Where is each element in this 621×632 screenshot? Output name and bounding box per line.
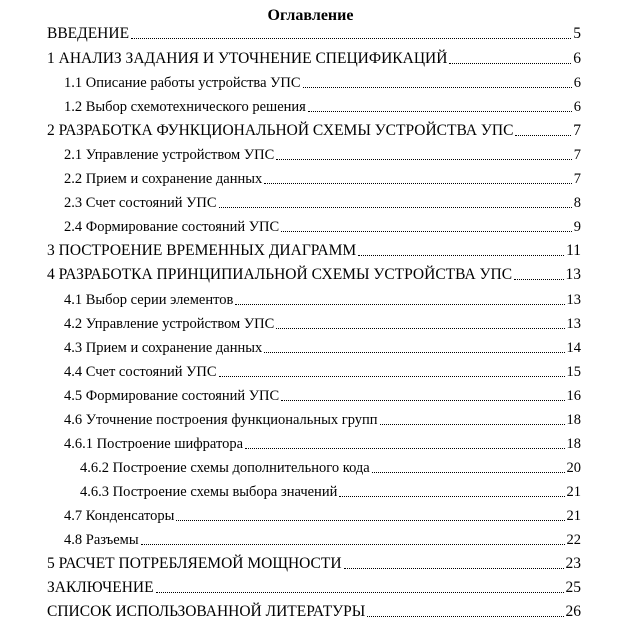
toc-entry-text: 2.1 Управление устройством УПС bbox=[64, 147, 275, 163]
toc-entry-text: 4 РАЗРАБОТКА ПРИНЦИПИАЛЬНОЙ СХЕМЫ УСТРОЙСТВА УПС bbox=[47, 266, 513, 283]
toc-page-number: 13 bbox=[566, 292, 581, 308]
dot-leader bbox=[281, 399, 564, 401]
toc-entry-text: 2.3 Счет состояний УПС bbox=[64, 195, 217, 211]
toc-entry-text: ЗАКЛЮЧЕНИЕ bbox=[47, 579, 154, 596]
toc-page-number: 11 bbox=[566, 242, 581, 259]
toc-entry[interactable] bbox=[47, 241, 581, 261]
toc-entry-text: 2 РАЗРАБОТКА ФУНКЦИОНАЛЬНОЙ СХЕМЫ УСТРОЙСТВА УПС bbox=[47, 122, 514, 139]
dot-leader bbox=[176, 519, 564, 521]
toc-page-number: 22 bbox=[566, 532, 581, 548]
toc-page-number: 14 bbox=[566, 340, 581, 356]
dot-leader bbox=[449, 62, 571, 64]
toc-page-number: 13 bbox=[565, 266, 581, 283]
dot-leader bbox=[281, 230, 572, 232]
toc-entry[interactable] bbox=[64, 73, 581, 93]
toc-entry[interactable] bbox=[64, 434, 581, 454]
toc-page-number: 6 bbox=[573, 99, 581, 115]
toc-entry-text: 4.6.3 Построение схемы выбора значений bbox=[80, 484, 338, 500]
toc-title: Оглавление bbox=[267, 7, 354, 24]
toc-entry-text: 3 ПОСТРОЕНИЕ ВРЕМЕННЫХ ДИАГРАММ bbox=[47, 242, 357, 259]
dot-leader bbox=[515, 134, 571, 136]
toc-entry-text: 2.4 Формирование состояний УПС bbox=[64, 219, 280, 235]
dot-leader bbox=[372, 471, 565, 473]
toc-entry-text: 1.2 Выбор схемотехнического решения bbox=[64, 99, 306, 115]
toc-entry[interactable] bbox=[80, 482, 581, 502]
toc-page-number: 15 bbox=[566, 364, 581, 380]
toc-page-number: 16 bbox=[566, 388, 581, 404]
dot-leader bbox=[514, 278, 563, 280]
toc-entry[interactable] bbox=[47, 554, 581, 574]
toc-entry[interactable] bbox=[64, 410, 581, 430]
dot-leader bbox=[367, 615, 563, 617]
dot-leader bbox=[264, 351, 564, 353]
toc-entry[interactable] bbox=[64, 145, 581, 165]
toc-page-number: 18 bbox=[566, 436, 581, 452]
toc-page-number: 5 bbox=[573, 25, 581, 42]
toc-page-number: 23 bbox=[565, 555, 581, 572]
dot-leader bbox=[276, 158, 571, 160]
toc-entry[interactable] bbox=[64, 193, 581, 213]
dot-leader bbox=[339, 495, 564, 497]
dot-leader bbox=[156, 591, 564, 593]
toc-entry-text: 5 РАСЧЕТ ПОТРЕБЛЯЕМОЙ МОЩНОСТИ bbox=[47, 555, 342, 572]
toc-entry-text: 4.4 Счет состояний УПС bbox=[64, 364, 217, 380]
toc-page-number: 6 bbox=[573, 75, 581, 91]
toc-entry-text: 1.1 Описание работы устройства УПС bbox=[64, 75, 301, 91]
dot-leader bbox=[380, 423, 565, 425]
dot-leader bbox=[141, 543, 565, 545]
toc-entry-text: 1 АНАЛИЗ ЗАДАНИЯ И УТОЧНЕНИЕ СПЕЦИФИКАЦИЙ bbox=[47, 50, 448, 67]
toc-entry[interactable] bbox=[47, 24, 581, 44]
toc-entry[interactable] bbox=[80, 458, 581, 478]
dot-leader bbox=[344, 567, 564, 569]
toc-entry-text: 4.6 Уточнение построения функциональных групп bbox=[64, 412, 378, 428]
toc-page-number: 18 bbox=[566, 412, 581, 428]
toc-entry[interactable] bbox=[64, 169, 581, 189]
toc-entry[interactable] bbox=[64, 506, 581, 526]
toc-page-number: 7 bbox=[573, 122, 581, 139]
dot-leader bbox=[131, 37, 571, 39]
dot-leader bbox=[235, 303, 564, 305]
toc-entry-text: 4.3 Прием и сохранение данных bbox=[64, 340, 263, 356]
toc-entry-text: 4.2 Управление устройством УПС bbox=[64, 316, 275, 332]
toc-entry[interactable] bbox=[64, 97, 581, 117]
toc-entry-text: СПИСОК ИСПОЛЬЗОВАННОЙ ЛИТЕРАТУРЫ bbox=[47, 603, 366, 620]
toc-page-number: 13 bbox=[566, 316, 581, 332]
dot-leader bbox=[276, 327, 564, 329]
toc-entry-text: 4.7 Конденсаторы bbox=[64, 508, 175, 524]
toc-entry-text: 4.1 Выбор серии элементов bbox=[64, 292, 234, 308]
toc-page-number: 8 bbox=[573, 195, 581, 211]
toc-entry[interactable] bbox=[64, 530, 581, 550]
toc-entry-text: ВВЕДЕНИЕ bbox=[47, 25, 130, 42]
dot-leader bbox=[308, 110, 572, 112]
toc-entry[interactable] bbox=[64, 362, 581, 382]
toc-entry-text: 4.6.2 Построение схемы дополнительного кода bbox=[80, 460, 370, 476]
dot-leader bbox=[303, 86, 572, 88]
toc-entry[interactable] bbox=[47, 49, 581, 69]
toc-entry-text: 4.5 Формирование состояний УПС bbox=[64, 388, 280, 404]
toc-entry[interactable] bbox=[64, 290, 581, 310]
toc-entry[interactable] bbox=[64, 314, 581, 334]
toc-entry[interactable] bbox=[64, 338, 581, 358]
toc-entry-text: 2.2 Прием и сохранение данных bbox=[64, 171, 263, 187]
toc-page-number: 21 bbox=[566, 508, 581, 524]
toc-page-number: 21 bbox=[566, 484, 581, 500]
dot-leader bbox=[219, 375, 565, 377]
toc-entry[interactable] bbox=[47, 578, 581, 598]
toc-page-number: 9 bbox=[573, 219, 581, 235]
toc-entry[interactable] bbox=[64, 217, 581, 237]
toc-entry[interactable] bbox=[47, 602, 581, 622]
toc-page-number: 6 bbox=[573, 50, 581, 67]
toc-entry-text: 4.6.1 Построение шифратора bbox=[64, 436, 244, 452]
dot-leader bbox=[264, 182, 572, 184]
toc-page-number: 7 bbox=[573, 171, 581, 187]
dot-leader bbox=[245, 447, 564, 449]
toc-entry[interactable] bbox=[47, 121, 581, 141]
toc-page-number: 7 bbox=[573, 147, 581, 163]
toc-entry[interactable] bbox=[47, 265, 581, 285]
dot-leader bbox=[358, 254, 564, 256]
toc-page-number: 25 bbox=[565, 579, 581, 596]
toc-entry[interactable] bbox=[64, 386, 581, 406]
dot-leader bbox=[219, 206, 572, 208]
toc-page-number: 26 bbox=[565, 603, 581, 620]
toc-page-number: 20 bbox=[566, 460, 581, 476]
toc-entry-text: 4.8 Разъемы bbox=[64, 532, 139, 548]
